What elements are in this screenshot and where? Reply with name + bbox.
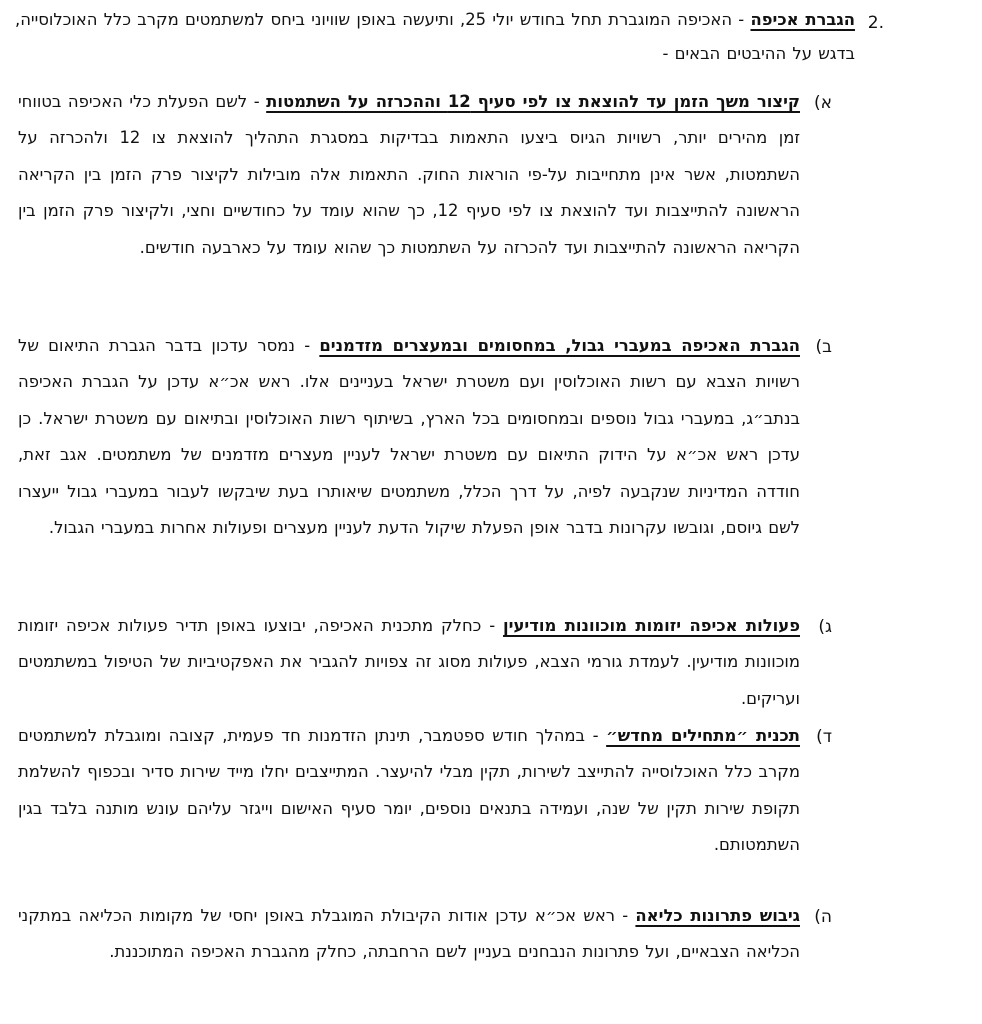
list-item-dalet: [0, 718, 982, 898]
list-item-letter: ה): [814, 907, 832, 927]
list-item-heading: גיבוש פתרונות כליאה: [635, 906, 800, 925]
list-item-body: [18, 608, 800, 717]
list-item-text: - כחלק מתכנית האכיפה, יבוצעו באופן תדיר פעולות אכיפה יזומות מוכוונות מודיעין. לעמדת גורמי הצבא, פעולות מסוג זה צפויות להגביר את האפקטיביות של הטיפול במשתמטים ועריקים.: [18, 616, 800, 708]
list-item-body: [18, 718, 800, 864]
paragraph-number: .2: [867, 13, 884, 33]
list-item-alef: [0, 84, 982, 334]
list-item-heading: הגברת האכיפה במעברי גבול, במחסומים ובמעצרים מזדמנים: [319, 336, 800, 355]
paragraph-2: [0, 0, 982, 80]
list-item-heading: קיצור משך הזמן עד להוצאת צו לפי סעיף 12 וההכרזה על השתמטות: [266, 92, 800, 111]
list-item-letter: ג): [818, 617, 832, 637]
list-item-heading: תכנית ״מתחילים מחדש״: [606, 726, 800, 745]
list-item-text: - ראש אכ״א עדכן אודות הקיבולת המוגבלת באופן יחסי של מקומות הכליאה במתקני הכליאה הצבאיים, ועל פתרונות הנבחנים בעניין לשם הרחבתה, כחלק מהגברת האכיפה המתוכננת.: [18, 906, 800, 962]
list-item-bet: [0, 328, 982, 608]
list-item-text: - נמסר עדכון בדבר הגברת התיאום של רשויות הצבא עם רשות האוכלוסין ועם משטרת ישראל בעניינים אלו. ראש אכ״א עדכן על הגברת האכיפה בנתב״ג, במעברי גבול נוספים ובמחסומים בכל הארץ, בשיתוף רשות האוכלוסין ובתיאום עם משטרת ישראל. כן עדכן ראש אכ״א על הידוק התיאום עם משטרת ישראל לעניין מעצרים מזדמנים של משתמטים. אגב זאת, חודדה המדיניות שנקבעה לפיה, על דרך הכלל, משתמטים שיאותרו בעת שיבקשו לעבור במעברי גבול ייעצרו לשם גיוסם, וגובשו עקרונות בדבר אופן הפעלת שיקול הדעת לעניין מעצרים ופעולות אחרות במעברי הגבול.: [18, 336, 800, 538]
list-item-heading: פעולות אכיפה יזומות מוכוונות מודיעין: [503, 616, 800, 635]
list-item-text: - לשם הפעלת כלי האכיפה בטווחי זמן מהירים יותר, רשויות הגיוס ביצעו התאמות בבדיקות במסגרת התהליך להוצאת צו 12 ולהכרזה על השתמטות, אשר אינן מתחייבות על-פי הוראות החוק. התאמות אלה מובילות לקיצור פרק הזמן בין הקריאה הראשונה להתייצבות ועד להוצאת צו לפי סעיף 12, כך שהוא עומד על כחודשיים וחצי, ולקיצור פרק הזמן בין הקריאה הראשונה להתייצבות ועד להכרזה על השתמטות כך שהוא עומד על כארבעה חודשים.: [18, 92, 801, 257]
list-item-body: [18, 328, 800, 546]
list-item-letter: ד): [816, 727, 832, 747]
list-item-body: [18, 84, 800, 266]
paragraph-text: - האכיפה המוגברת תחל בחודש יולי 25, ותיעשה באופן שוויוני ביחס למשתמטים מקרב כלל האוכלוסייה, בדגש על ההיבטים הבאים -: [15, 10, 855, 63]
paragraph-body: [15, 3, 855, 71]
list-item-he: [0, 898, 982, 1018]
list-item-gimel: [0, 608, 982, 718]
list-item-body: [18, 898, 800, 971]
list-item-letter: א): [814, 93, 832, 113]
paragraph-heading: הגברת אכיפה: [750, 10, 855, 29]
list-item-text: - במהלך חודש ספטמבר, תינתן הזדמנות חד פעמית, קצובה ומוגבלת למשתמטים מקרב כלל האוכלוסייה להתייצב לשירות, תקין מבלי להיעצר. המתייצבים יחלו מייד שירות סדיר ובכפוף להשלמת תקופת שירות תקין של שנה, ועמידה בתנאים נוספים, יומר סעיף האישום וייגזר עליהם עונש מותנה בלבד בגין השתמטותם.: [18, 726, 800, 855]
list-item-letter: ב): [815, 337, 832, 357]
